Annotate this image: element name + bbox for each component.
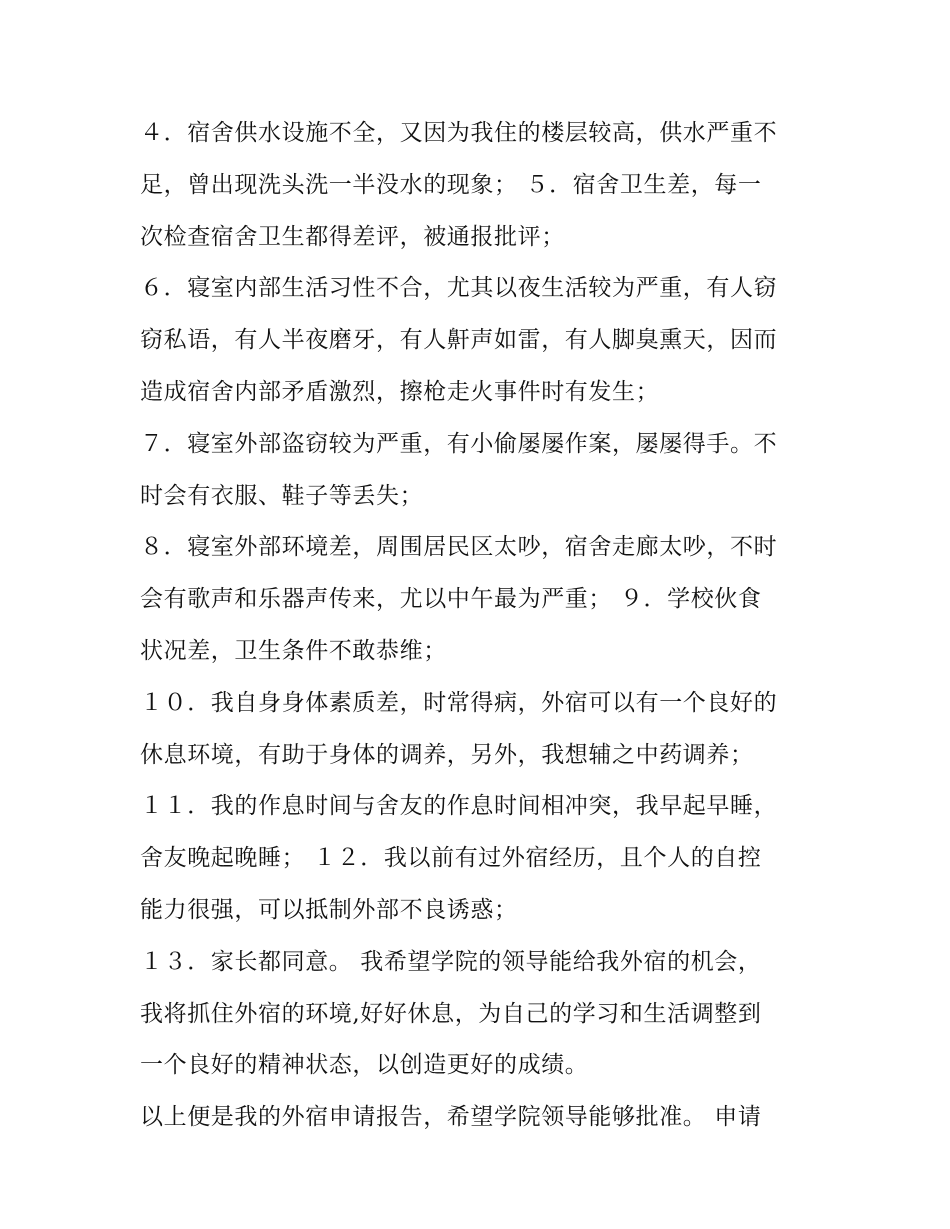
- text-line: 时会有衣服、鞋子等丢失；: [140, 482, 424, 509]
- text-line: 舍友晚起晚睡； １２．我以前有过外宿经历，且个人的自控: [140, 845, 762, 872]
- text-line: １０．我自身身体素质差，时常得病，外宿可以有一个良好的: [140, 689, 778, 716]
- text-line: 足，曾出现洗头洗一半没水的现象； ５．宿舍卫生差，每一: [140, 171, 762, 198]
- text-line: ６．寝室内部生活习性不合，尤其以夜生活较为严重，有人窃: [140, 275, 778, 302]
- text-line: 一个良好的精神状态，以创造更好的成绩。: [140, 1052, 589, 1079]
- text-line: ８．寝室外部环境差，周围居民区太吵，宿舍走廊太吵，不时: [140, 534, 778, 561]
- text-line: ４．宿舍供水设施不全，又因为我住的楼层较高，供水严重不: [140, 120, 778, 146]
- text-line: 次检查宿舍卫生都得差评，被通报批评；: [140, 223, 565, 250]
- document-body: [140, 108, 830, 1144]
- text-line: 会有歌声和乐器声传来，尤以中午最为严重； ９．学校伙食: [140, 586, 762, 613]
- text-line: 状况差，卫生条件不敢恭维；: [140, 637, 447, 664]
- text-line: 造成宿舍内部矛盾激烈，擦枪走火事件时有发生；: [140, 378, 660, 405]
- text-line: 我将抓住外宿的环境,好好休息，为自己的学习和生活调整到: [140, 1000, 762, 1027]
- text-line: 以上便是我的外宿申请报告，希望学院领导能够批准。 申请: [140, 1104, 762, 1131]
- text-line: 休息环境，有助于身体的调养，另外，我想辅之中药调养；: [140, 741, 754, 768]
- text-line: ７．寝室外部盗窃较为严重，有小偷屡屡作案，屡屡得手。不: [140, 430, 778, 457]
- text-line: 能力很强，可以抵制外部不良诱惑；: [140, 896, 518, 923]
- text-line: １１．我的作息时间与舍友的作息时间相冲突，我早起早睡，: [140, 793, 778, 820]
- text-line: 窃私语，有人半夜磨牙，有人鼾声如雷，有人脚臭熏天，因而: [140, 327, 778, 354]
- text-line: １３．家长都同意。 我希望学院的领导能给我外宿的机会，: [140, 948, 762, 975]
